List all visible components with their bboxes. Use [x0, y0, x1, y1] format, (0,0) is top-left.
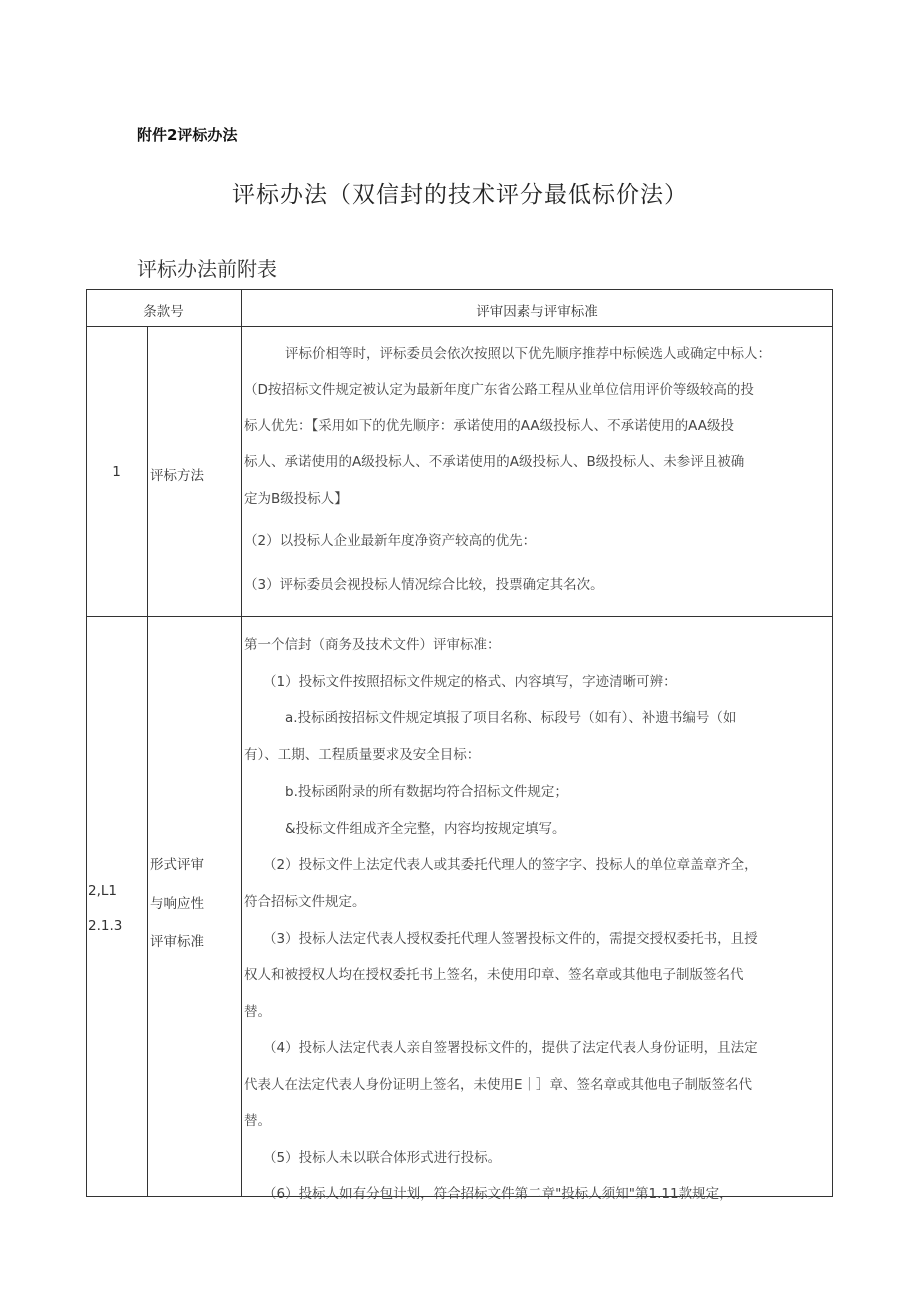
- row2-factor-line3: 评审标准: [150, 934, 204, 950]
- column-divider-criteria: [241, 289, 242, 1197]
- row2-line-7: （2）投标文件上法定代表人或其委托代理人的签字字、投标人的单位章盖章齐全，: [263, 857, 758, 873]
- row1-factor: 评标方法: [150, 468, 204, 484]
- row2-line-12: （4）投标人法定代表人亲自签署投标文件的，提供了法定代表人身份证明，且法定: [263, 1040, 758, 1056]
- row1-line-6: （2）以投标人企业最新年度净资产较高的优先：: [244, 533, 537, 549]
- row2-number-line1: 2,L1: [88, 883, 117, 899]
- row1-line-2: （D按招标文件规定被认定为最新年度广东省公路工程从业单位信用评价等级较高的投: [244, 382, 754, 398]
- document-title: 评标办法（双信封的技术评分最低标价法）: [232, 182, 688, 208]
- row2-line-16: （6）投标人如有分包计划，符合招标文件第二章"投标人须知"第1.11款规定，: [263, 1186, 733, 1202]
- row2-line-4: 有）、工期、工程质量要求及安全目标：: [244, 747, 481, 763]
- table-border-left: [86, 289, 87, 1197]
- row-divider: [86, 616, 833, 617]
- header-criteria: 评审因素与评审标准: [476, 304, 598, 320]
- row1-number: 1: [112, 464, 121, 480]
- row1-line-5: 定为B级投标人】: [244, 491, 348, 507]
- row2-line-9: （3）投标人法定代表人授权委托代理人签署投标文件的，需提交授权委托书，且授: [263, 931, 758, 947]
- row2-line-10: 权人和被授权人均在授权委托书上签名，未使用印章、签名章或其他电子制版签名代: [244, 967, 744, 983]
- evaluation-table: [86, 289, 833, 1202]
- row2-factor-line1: 形式评审: [150, 857, 204, 873]
- row2-line-3: a.投标函按招标文件规定填报了项目名称、标段号（如有）、补遗书编号（如: [285, 710, 737, 726]
- row1-line-4: 标人、承诺使用的A级投标人、不承诺使用的A级投标人、B级投标人、未参评且被确: [244, 454, 745, 470]
- header-divider: [86, 326, 833, 327]
- row2-number-line2: 2.1.3: [88, 918, 123, 934]
- column-divider-factor: [147, 326, 148, 1197]
- row2-line-11: 替。: [244, 1004, 271, 1020]
- row1-line-1: 评标价相等时，评标委员会依次按照以下优先顺序推荐中标候选人或确定中标人：: [285, 346, 771, 362]
- row2-line-2: （1）投标文件按照招标文件规定的格式、内容填写，字迹清晰可辨：: [263, 674, 677, 690]
- attachment-label: 附件2评标办法: [137, 126, 238, 144]
- row2-line-6: &投标文件组成齐全完整，内容均按规定填写。: [285, 821, 566, 837]
- row2-line-15: （5）投标人未以联合体形式进行投标。: [263, 1150, 502, 1166]
- row2-line-14: 替。: [244, 1113, 271, 1129]
- row1-line-7: （3）评标委员会视投标人情况综合比较，投票确定其名次。: [244, 577, 604, 593]
- table-subtitle: 评标办法前附表: [137, 257, 277, 281]
- row2-line-1: 第一个信封（商务及技术文件）评审标准：: [244, 637, 501, 653]
- table-border-top: [86, 289, 833, 290]
- row2-factor-line2: 与响应性: [150, 896, 204, 912]
- table-border-right: [832, 289, 833, 1197]
- row2-line-5: b.投标函附录的所有数据均符合招标文件规定；: [285, 784, 568, 800]
- row1-line-3: 标人优先：【采用如下的优先顺序：承诺使用的AA级投标人、不承诺使用的AA级投: [244, 418, 734, 434]
- row2-line-8: 符合招标文件规定。: [244, 894, 366, 910]
- row2-line-13: 代表人在法定代表人身份证明上签名，未使用E｜］章、签名章或其他电子制版签名代: [244, 1077, 753, 1093]
- header-clause: 条款号: [143, 304, 184, 320]
